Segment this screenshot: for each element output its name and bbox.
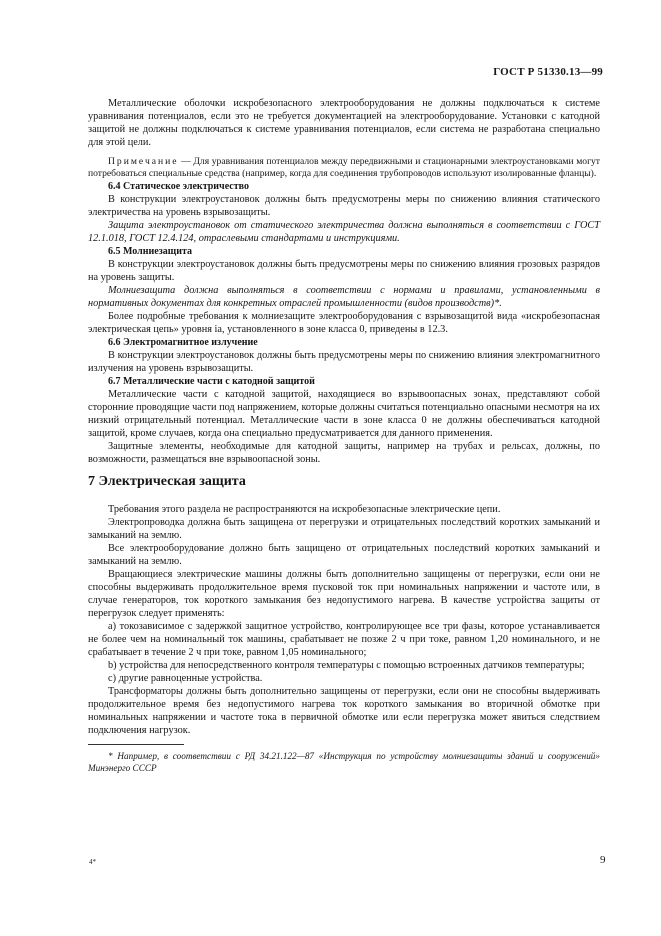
paragraph: Защитные элементы, необходимые для катодной защиты, например на трубах и рельсах, должны, по возможности, размещаться вне взрывоопасной зоны. (88, 441, 600, 465)
paragraph: В конструкции электроустановок должны быть предусмотрены меры по снижению влияния грозовых разрядов на уровень защиты. (88, 259, 600, 283)
section-heading-6-6: 6.6 Электромагнитное излучение (108, 337, 258, 348)
paragraph: Молниезащита должна выполняться в соответствии с нормами и правилами, установленными в нормативных документах для конкретных отраслей промышленности (видов производств)*. (88, 285, 600, 309)
paragraph: Более подробные требования к молниезащите электрооборудования с взрывозащитой вида «искробезопасная электрическая цепь» уровня ia, установленного в зоне класса 0, приведены в 12.3. (88, 311, 600, 335)
signature-mark: 4* (89, 858, 96, 866)
paragraph: Электропроводка должна быть защищена от перегрузки и отрицательных последствий коротких замыканий и замыканий на землю. (88, 517, 600, 541)
paragraph: Металлические части с катодной защитой, находящиеся во взрывоопасных зонах, представляют собой сторонние проводящие части под напряжением, которые должны считаться потенциально опасными несмотря на их низкий отрицательный потенциал. Металлические части в зоне класса 0 не должны обеспечиваться катодной защитой, кроме случаев, когда она специально предусматривается для данного применения. (88, 389, 600, 439)
paragraph: Вращающиеся электрические машины должны быть дополнительно защищены от перегрузки, если они не способны выдерживать продолжительное время пусковой ток при номинальных напряжении и частоте или, в случае генераторов, ток короткого замыкания без недопустимого нагрева. В качестве устройства защиты от перегрузок следует применять: (88, 569, 600, 619)
note-label: Примечание (108, 156, 179, 167)
paragraph: Трансформаторы должны быть дополнительно защищены от перегрузки, если они не способны выдерживать продолжительное время без недопустимого нагрева ток короткого замыкания во вторичной обмотке при номинальных напряжении и частоте тока в первичной обмотке или если перегрузка может явиться следствием подключения нагрузок. (88, 686, 600, 736)
document-header: ГОСТ Р 51330.13—99 (493, 66, 603, 78)
footnote-divider (88, 744, 184, 745)
paragraph: Металлические оболочки искробезопасного электрооборудования не должны подключаться к системе уравнивания потенциалов, если это не требуется документацией на электрооборудование. Установки с катодной защитой не должны подключаться к системе уравнивания потенциалов, если система не разработана специально для этой цели. (88, 98, 600, 148)
page-body (88, 97, 600, 774)
page-number: 9 (600, 854, 606, 866)
paragraph: Требования этого раздела не распространяются на искробезопасные электрические цепи. (108, 504, 501, 515)
list-item: b) устройства для непосредственного контроля температуры с помощью встроенных датчиков температуры; (108, 660, 585, 671)
paragraph: Все электрооборудование должно быть защищено от отрицательных последствий коротких замыканий и замыканий на землю. (88, 543, 600, 567)
section-heading-7: 7 Электрическая защита (88, 474, 246, 489)
note-text: — Для уравнивания потенциалов между передвижными и стационарными электроустановками могут потребоваться специальные средства (например, когда для соединения трубопроводов используют изолированные фланцы). (88, 156, 600, 179)
footnote: * Например, в соответствии с РД 34.21.122—87 «Инструкция по устройству молниезащиты зданий и сооружений» Минэнерго СССР (88, 751, 600, 773)
section-heading-6-7: 6.7 Металлические части с катодной защитой (108, 376, 315, 387)
paragraph: В конструкции электроустановок должны быть предусмотрены меры по снижению влияния электромагнитного излучения на уровень взрывозащиты. (88, 350, 600, 374)
section-heading-6-4: 6.4 Статическое электричество (108, 181, 249, 192)
list-item: c) другие равноценные устройства. (108, 673, 263, 684)
section-heading-6-5: 6.5 Молниезащита (108, 246, 193, 257)
paragraph: В конструкции электроустановок должны быть предусмотрены меры по снижению влияния статического электричества на уровень взрывозащиты. (88, 194, 600, 218)
note (88, 156, 600, 180)
paragraph: Защита электроустановок от статического электричества должна выполняться в соответствии с ГОСТ 12.1.018, ГОСТ 12.4.124, отраслевыми стандартами и инструкциями. (88, 220, 600, 244)
list-item: a) токозависимое с задержкой защитное устройство, контролирующее все три фазы, которое устанавливается не более чем на номинальный ток машины, срабатывает не позже 2 ч при токе, равном 1,20 номинального, и не срабатывает в течение 2 ч при токе, равном 1,05 номинального; (88, 621, 600, 658)
